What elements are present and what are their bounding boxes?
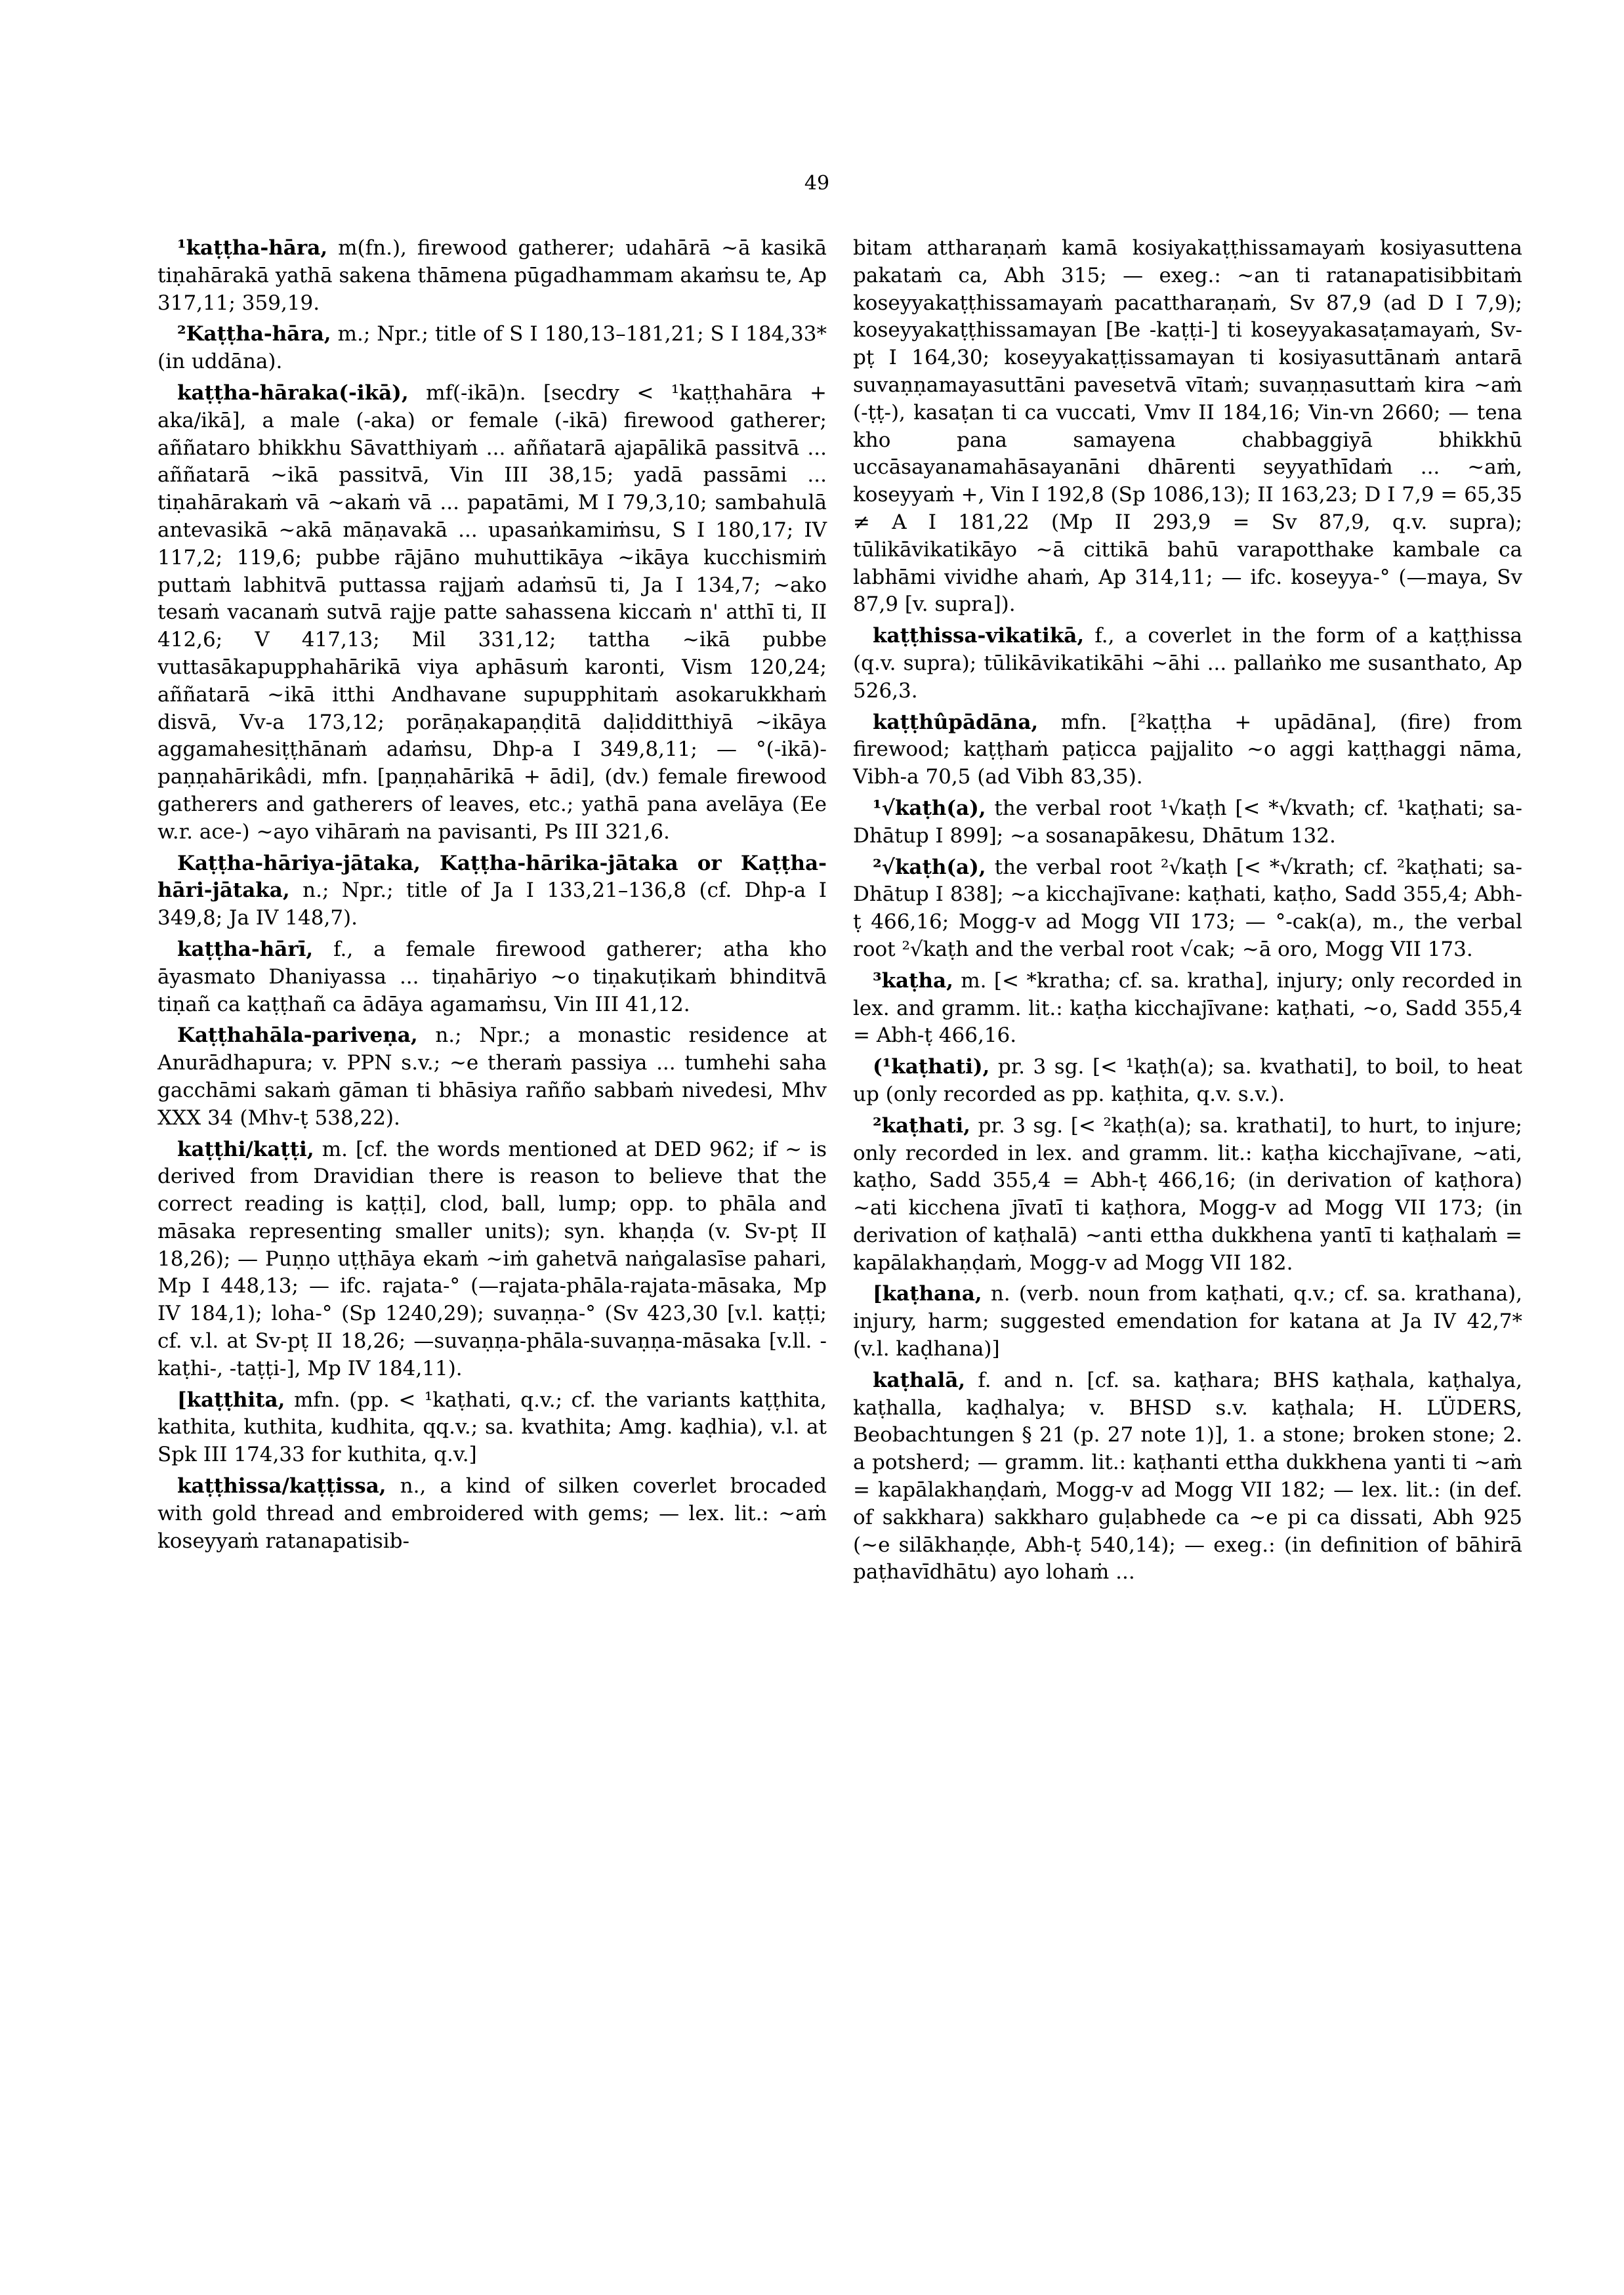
entry-body: m.; Npr.; title of S I 180,13–181,21; S I 184,33* (in uddāna). bbox=[157, 322, 827, 374]
dictionary-entry bbox=[853, 709, 1522, 791]
dictionary-entry bbox=[853, 1113, 1522, 1277]
entry-body: mfn. (pp. < ¹kaṭhati, q.v.; cf. the variants kaṭṭhita, kathita, kuthita, kudhita, qq.v.; sa. kvathita; Amg. kaḍhia), v.l. at Spk III 174,33 for kuthita, q.v.] bbox=[157, 1388, 827, 1467]
dictionary-entry bbox=[853, 623, 1522, 705]
entry-headword: ²√kaṭh(a), bbox=[873, 855, 986, 879]
entry-headword: Kaṭṭha-hāriya-jātaka, Kaṭṭha-hārika-jātaka or Kaṭṭha-hāri-jātaka, bbox=[157, 851, 827, 903]
entry-headword: ¹√kaṭh(a), bbox=[873, 796, 986, 820]
entry-body: n. (verb. noun from kaṭhati, q.v.; cf. sa. krathana), injury, harm; suggested emendation for katana at Ja IV 42,7* (v.l. kaḍhana)] bbox=[853, 1282, 1522, 1361]
entry-body: f., a coverlet in the form of a kaṭṭhissa (q.v. supra); tūlikāvikatikāhi ~āhi ... pallaṅko me susanthato, Ap 526,3. bbox=[853, 624, 1523, 703]
entry-headword: (¹kaṭhati), bbox=[873, 1055, 990, 1079]
entry-body: n., a kind of silken coverlet brocaded with gold thread and embroidered with gems; — lex. lit.: ~aṁ koseyyaṁ ratanapatisib- bbox=[157, 1474, 827, 1553]
dictionary-entry bbox=[853, 1367, 1522, 1586]
entry-body: mfn. [²kaṭṭha + upādāna], (fire) from firewood; kaṭṭhaṁ paṭicca pajjalito ~o aggi kaṭṭhaggi nāma, Vibh-a 70,5 (ad Vibh 83,35). bbox=[853, 710, 1523, 789]
dictionary-entry bbox=[157, 1022, 827, 1132]
entry-body: the verbal root ¹√kaṭh [< *√kvath; cf. ¹kaṭhati; sa-Dhātup I 899]; ~a sosanapākesu, Dhātum 132. bbox=[853, 796, 1523, 848]
entry-headword: kaṭṭhissa-vikatikā, bbox=[873, 624, 1085, 648]
entry-body: the verbal root ²√kaṭh [< *√krath; cf. ²kaṭhati; sa-Dhātup I 838]; ~a kicchajīvane: kaṭhati, kaṭho, Sadd 355,4; Abh-ṭ 466,16; Mogg-v ad Mogg VII 173; — °-cak(a), m., the verbal root ²√kaṭh and the verbal root √cak; ~ā oro, Mogg VII 173. bbox=[853, 855, 1522, 961]
entry-headword: ²Kaṭṭha-hāra, bbox=[177, 322, 331, 346]
dictionary-entry bbox=[157, 1136, 827, 1383]
entry-headword: [kaṭhana, bbox=[873, 1282, 982, 1306]
entry-headword: kaṭhalā, bbox=[873, 1368, 966, 1392]
right-column bbox=[853, 235, 1522, 1590]
dictionary-entry bbox=[157, 235, 827, 317]
entry-headword: [kaṭṭhita, bbox=[177, 1388, 285, 1412]
dictionary-entry bbox=[157, 1387, 827, 1469]
dictionary-entry bbox=[157, 850, 827, 932]
entry-headword: kaṭṭhûpādāna, bbox=[873, 710, 1039, 734]
entry-headword: kaṭṭhi/kaṭṭi, bbox=[177, 1137, 314, 1161]
entry-headword: kaṭṭha-hāraka(-ikā), bbox=[177, 381, 409, 405]
entry-body: f., a female firewood gatherer; atha kho āyasmato Dhaniyassa ... tiṇahāriyo ~o tiṇakuṭikaṁ bhinditvā tiṇañ ca kaṭṭhañ ca ādāya agamaṁsu, Vin III 41,12. bbox=[157, 937, 827, 1016]
dictionary-entry bbox=[157, 321, 827, 376]
dictionary-entry bbox=[853, 1054, 1522, 1109]
entry-body: m(fn.), firewood gatherer; udahārā ~ā kasikā tiṇahārakā yathā sakena thāmena pūgadhammam akaṁsu te, Ap 317,11; 359,19. bbox=[157, 236, 827, 315]
entry-body: mf(-ikā)n. [secdry < ¹kaṭṭhahāra + aka/ikā], a male (-aka) or female (-ikā) firewood gatherer; aññataro bhikkhu Sāvatthiyaṁ ... aññatarā ajapālikā passitvā ... aññatarā ~ikā passitvā, Vin III 38,15; yadā passāmi ... tiṇahārakaṁ vā ~akaṁ vā ... papatāmi, M I 79,3,10; sambahulā antevasikā ~akā māṇavakā ... upasaṅkamiṁsu, S I 180,17; IV 117,2; 119,6; pubbe rājāno muhuttikāya ~ikāya kucchismiṁ puttaṁ labhitvā puttassa rajjaṁ adaṁsū ti, Ja I 134,7; ~ako tesaṁ vacanaṁ sutvā rajje patte sahassena kiccaṁ n' atthī ti, II 412,6; V 417,13; Mil 331,12; tattha ~ikā pubbe vuttasākapupphahārikā viya aphāsuṁ karonti, Vism 120,24; aññatarā ~ikā itthi Andhavane supupphitaṁ asokarukkhaṁ disvā, Vv-a 173,12; porāṇakapaṇḍitā daḷidditthiyā ~ikāya aggamahesiṭṭhānaṁ adaṁsu, Dhp-a I 349,8,11; — °(-ikā)-paṇṇahārikâdi, mfn. [paṇṇahārikā + ādi], (dv.) female firewood gatherers and gatherers of leaves, etc.; yathā pana avelāya (Ee w.r. ace-) ~ayo vihāraṁ na pavisanti, Ps III 321,6. bbox=[157, 381, 827, 844]
dictionary-entry bbox=[853, 1281, 1522, 1363]
entry-headword: ¹kaṭṭha-hāra, bbox=[177, 236, 328, 260]
entry-body: n.; Npr.; title of Ja I 133,21–136,8 (cf. Dhp-a I 349,8; Ja IV 148,7). bbox=[157, 879, 827, 930]
entry-headword: ²kaṭhati, bbox=[873, 1113, 970, 1138]
dictionary-entry bbox=[157, 380, 827, 846]
entry-headword: kaṭṭha-hārī, bbox=[177, 937, 314, 961]
entry-body: f. and n. [cf. sa. kaṭhara; BHS kaṭhala, kaṭhalya, kaṭhalla, kaḍhalya; v. BHSD s.v. kaṭhala; H. LÜDERS, Beobachtungen § 21 (p. 27 note 1)], 1. a stone; broken stone; 2. a potsherd; — gramm. lit.: kaṭhanti ettha dukkhena yanti ti ~aṁ = kapālakhaṇḍaṁ, Mogg-v ad Mogg VII 182; — lex. lit.: (in def. of sakkhara) sakkharo guḷabhede ca ~e pi ca dissati, Abh 925 (~e silākhaṇḍe, Abh-ṭ 540,14); — exeg.: (in definition of bāhirā paṭhavīdhātu) ayo lohaṁ ... bbox=[853, 1368, 1522, 1584]
dictionary-entry bbox=[157, 936, 827, 1018]
entry-body: bitam attharaṇaṁ kamā kosiyakaṭṭhissamayaṁ kosiyasuttena pakataṁ ca, Abh 315; — exeg.: ~an ti ratanapatisibbitaṁ koseyyakaṭṭhissamayaṁ pacattharaṇaṁ, Sv 87,9 (ad D I 7,9); koseyyakaṭṭhissamayan [Be -kaṭṭi-] ti koseyyakasaṭamayaṁ, Sv-pṭ I 164,30; koseyyakaṭṭissamayan ti kosiyasuttānaṁ antarā suvaṇṇamayasuttāni pavesetvā vītaṁ; suvaṇṇasuttaṁ kira ~aṁ (-ṭṭ-), kasaṭan ti ca vuccati, Vmv II 184,16; Vin-vn 2660; — tena kho pana samayena chabbaggiyā bhikkhū uccāsayanamahāsayanāni dhārenti seyyathīdaṁ ... ~aṁ, koseyyaṁ +, Vin I 192,8 (Sp 1086,13); II 163,23; D I 7,9 = 65,35 ≠ A I 181,22 (Mp II 293,9 = Sv 87,9, q.v. supra); tūlikāvikatikāyo ~ā cittikā bahū varapotthake kambale ca labhāmi vividhe ahaṁ, Ap 314,11; — ifc. koseyya-° (—maya, Sv 87,9 [v. supra]). bbox=[853, 236, 1522, 617]
left-column bbox=[157, 235, 827, 1559]
entry-headword: kaṭṭhissa/kaṭṭissa, bbox=[177, 1474, 386, 1499]
entry-body: pr. 3 sg. [< ¹kaṭh(a); sa. kvathati], to boil, to heat up (only recorded as pp. kaṭhita, q.v. s.v.). bbox=[853, 1055, 1522, 1106]
entry-body: m. [cf. the words mentioned at DED 962; if ~ is derived from Dravidian there is reason to believe that the correct reading is kaṭṭi], clod, ball, lump; opp. to phāla and māsaka representing smaller units); syn. khaṇḍa (v. Sv-pṭ II 18,26); — Puṇṇo uṭṭhāya ekaṁ ~iṁ gahetvā naṅgalasīse pahari, Mp I 448,13; — ifc. rajata-° (—rajata-phāla-rajata-māsaka, Mp IV 184,1); loha-° (Sp 1240,29); suvaṇṇa-° (Sv 423,30 [v.l. kaṭṭi; cf. v.l. at Sv-pṭ II 18,26; —suvaṇṇa-phāla-suvaṇṇa-māsaka [v.ll. -kaṭhi-, -taṭṭi-], Mp IV 184,11). bbox=[157, 1137, 827, 1380]
entry-body: pr. 3 sg. [< ²kaṭh(a); sa. krathati], to hurt, to injure; only recorded in lex. and gramm. lit.: kaṭha kicchajīvane, ~ati, kaṭho, Sadd 355,4 = Abh-ṭ 466,16; (in derivation of kaṭhora) ~ati kicchena jīvatī ti kaṭhora, Mogg-v ad Mogg VII 173; (in derivation of kaṭhalā) ~anti ettha dukkhena yantī ti kaṭhalaṁ = kapālakhaṇḍaṁ, Mogg-v ad Mogg VII 182. bbox=[853, 1113, 1522, 1275]
page-number: 49 bbox=[804, 172, 830, 195]
entry-headword: ³kaṭha, bbox=[873, 968, 953, 993]
dictionary-entry bbox=[853, 795, 1522, 850]
entry-body: m. [< *kratha; cf. sa. kratha], injury; only recorded in lex. and gramm. lit.: kaṭha kicchajīvane: kaṭhati, ~o, Sadd 355,4 = Abh-ṭ 466,16. bbox=[853, 968, 1522, 1048]
entry-headword: Kaṭṭhahāla-pariveṇa, bbox=[177, 1023, 418, 1048]
dictionary-entry bbox=[157, 1473, 827, 1555]
dictionary-entry-continuation bbox=[853, 235, 1522, 619]
dictionary-entry bbox=[853, 968, 1522, 1050]
entry-body: n.; Npr.; a monastic residence at Anurādhapura; v. PPN s.v.; ~e theraṁ passiya ... tumhehi saha gacchāmi sakaṁ gāman ti bhāsiya rañño sabbaṁ nivedesi, Mhv XXX 34 (Mhv-ṭ 538,22). bbox=[157, 1023, 827, 1130]
dictionary-entry bbox=[853, 854, 1522, 964]
